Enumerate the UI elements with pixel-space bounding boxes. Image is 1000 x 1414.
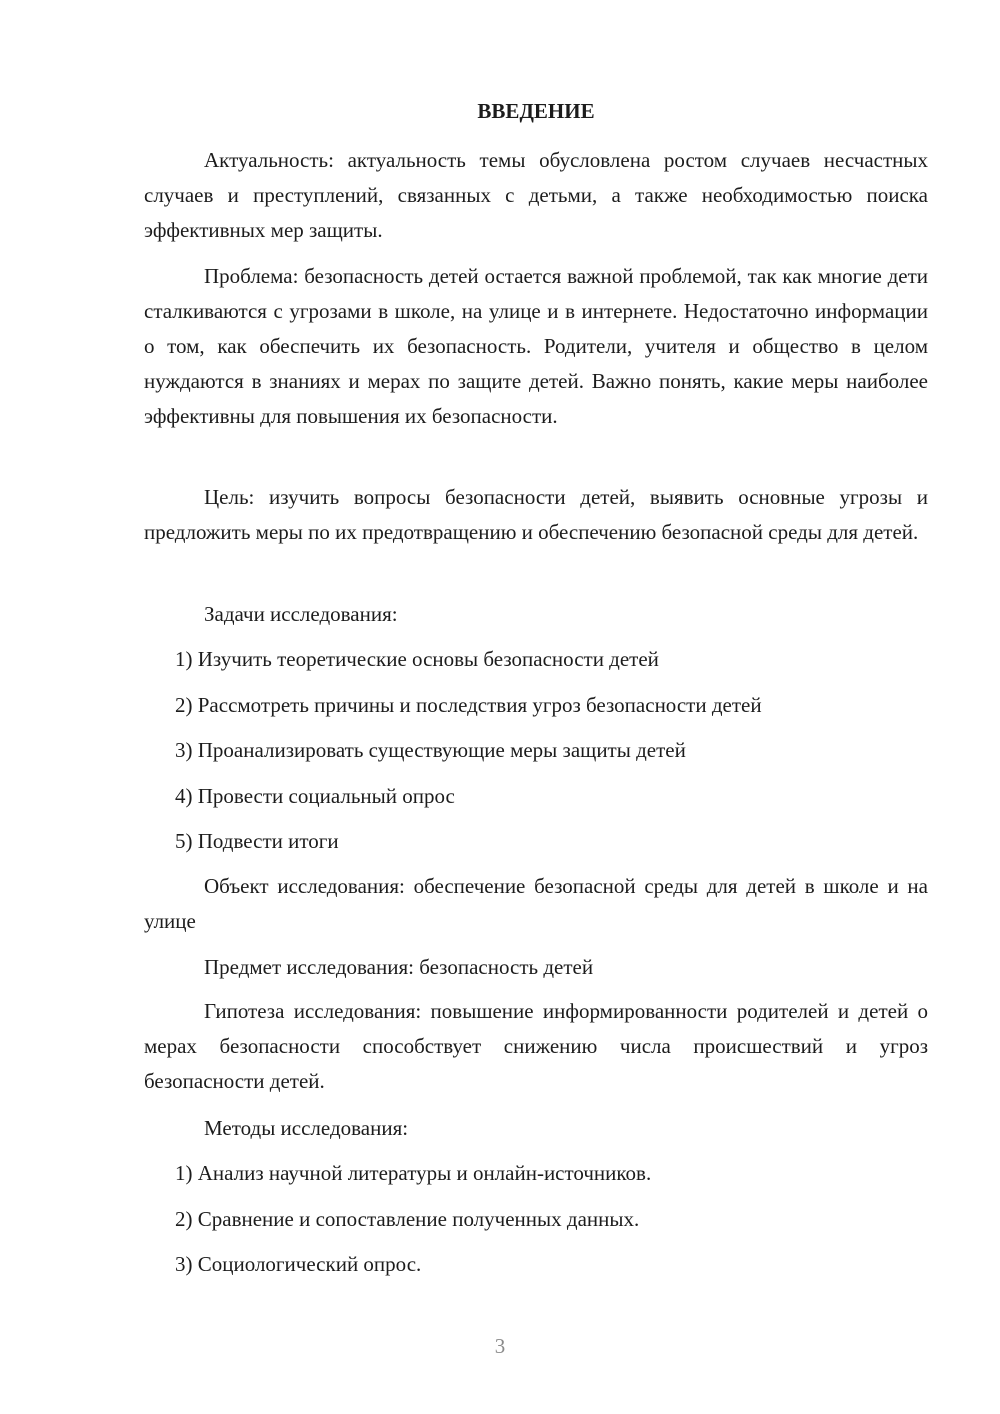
method-item: 1) Анализ научной литературы и онлайн-источников. xyxy=(175,1161,652,1185)
task-item: 3) Проанализировать существующие меры защиты детей xyxy=(175,738,686,762)
task-item: 2) Рассмотреть причины и последствия угроз безопасности детей xyxy=(175,693,762,717)
task-item: 1) Изучить теоретические основы безопасности детей xyxy=(175,647,659,671)
object-paragraph: Объект исследования: обеспечение безопасной среды для детей в школе и на улице xyxy=(144,874,928,933)
page-number: 3 xyxy=(494,1334,506,1358)
subject-line: Предмет исследования: безопасность детей xyxy=(204,955,594,979)
method-item: 3) Социологический опрос. xyxy=(175,1252,422,1276)
relevance-paragraph: Актуальность: актуальность темы обусловлена ростом случаев несчастных случаев и преступлений, связанных с детьми, а также необходимостью поиска эффективных мер защиты. xyxy=(144,148,928,242)
task-item: 4) Провести социальный опрос xyxy=(175,784,455,808)
methods-title: Методы исследования: xyxy=(204,1116,409,1140)
method-item: 2) Сравнение и сопоставление полученных данных. xyxy=(175,1207,640,1231)
hypothesis-paragraph: Гипотеза исследования: повышение информированности родителей и детей о мерах безопасности способствует снижению числа происшествий и угроз безопасности детей. xyxy=(144,999,928,1093)
task-item: 5) Подвести итоги xyxy=(175,829,339,853)
tasks-title: Задачи исследования: xyxy=(204,602,398,626)
goal-paragraph: Цель: изучить вопросы безопасности детей, выявить основные угрозы и предложить меры по их предотвращению и обеспечению безопасной среды для детей. xyxy=(144,485,928,544)
section-heading: ВВЕДЕНИЕ xyxy=(477,99,595,123)
problem-paragraph: Проблема: безопасность детей остается важной проблемой, так как многие дети сталкиваются с угрозами в школе, на улице и в интернете. Недостаточно информации о том, как обеспечить их безопасность. Родители, учителя и общество в целом нуждаются в знаниях и мерах по защите детей. Важно понять, какие меры наиболее эффективны для повышения их безопасности. xyxy=(144,264,928,428)
